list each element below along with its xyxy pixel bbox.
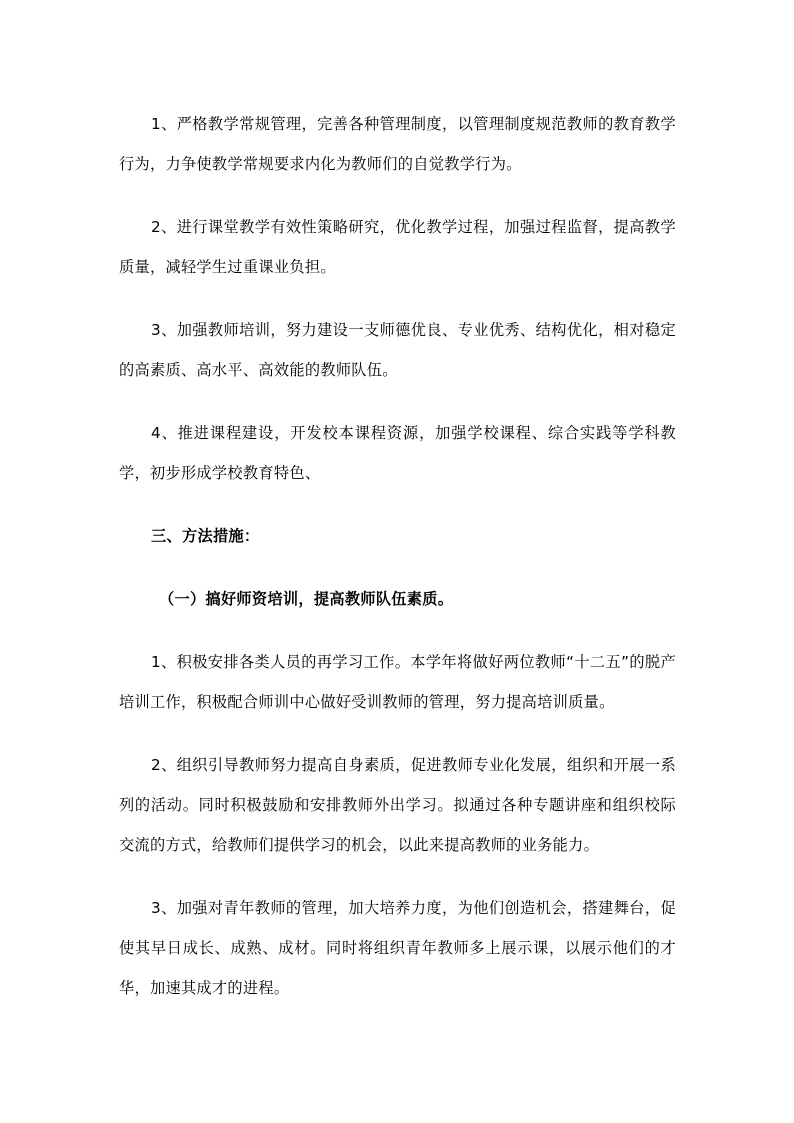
paragraph-measure-2: 2、组织引导教师努力提高自身素质，促进教师专业化发展，组织和开展一系列的活动。同时积极鼓励和安排教师外出学习。拟通过各种专题讲座和组织校际交流的方式，给教师们提供学习的机会，以此来提高教师的业务能力。 — [119, 756, 676, 854]
paragraph-measure-3: 3、加强对青年教师的管理，加大培养力度，为他们创造机会，搭建舞台，促使其早日成长、成熟、成材。同时将组织青年教师多上展示课，以展示他们的才华，加速其成才的进程。 — [119, 899, 676, 997]
sub-heading: （一）搞好师资培训，提高教师队伍素质。 — [159, 590, 454, 608]
paragraph-goal-4: 4、推进课程建设，开发校本课程资源，加强学校课程、综合实践等学科教学，初步形成学校教育特色、 — [119, 424, 676, 482]
paragraph-goal-3: 3、加强教师培训，努力建设一支师德优良、专业优秀、结构优化，相对稳定的高素质、高水平、高效能的教师队伍。 — [119, 321, 676, 379]
paragraph-goal-2: 2、进行课堂教学有效性策略研究，优化教学过程，加强过程监督，提高教学质量，减轻学生过重课业负担。 — [119, 218, 676, 276]
section-heading: 三、方法措施： — [151, 527, 260, 545]
paragraph-measure-1: 1、积极安排各类人员的再学习工作。本学年将做好两位教师“十二五”的脱产培训工作，积极配合师训中心做好受训教师的管理，努力提高培训质量。 — [119, 653, 676, 711]
paragraph-goal-1: 1、严格教学常规管理，完善各种管理制度，以管理制度规范教师的教育教学行为，力争使教学常规要求内化为教师们的自觉教学行为。 — [119, 115, 676, 173]
document-body — [119, 104, 676, 1008]
